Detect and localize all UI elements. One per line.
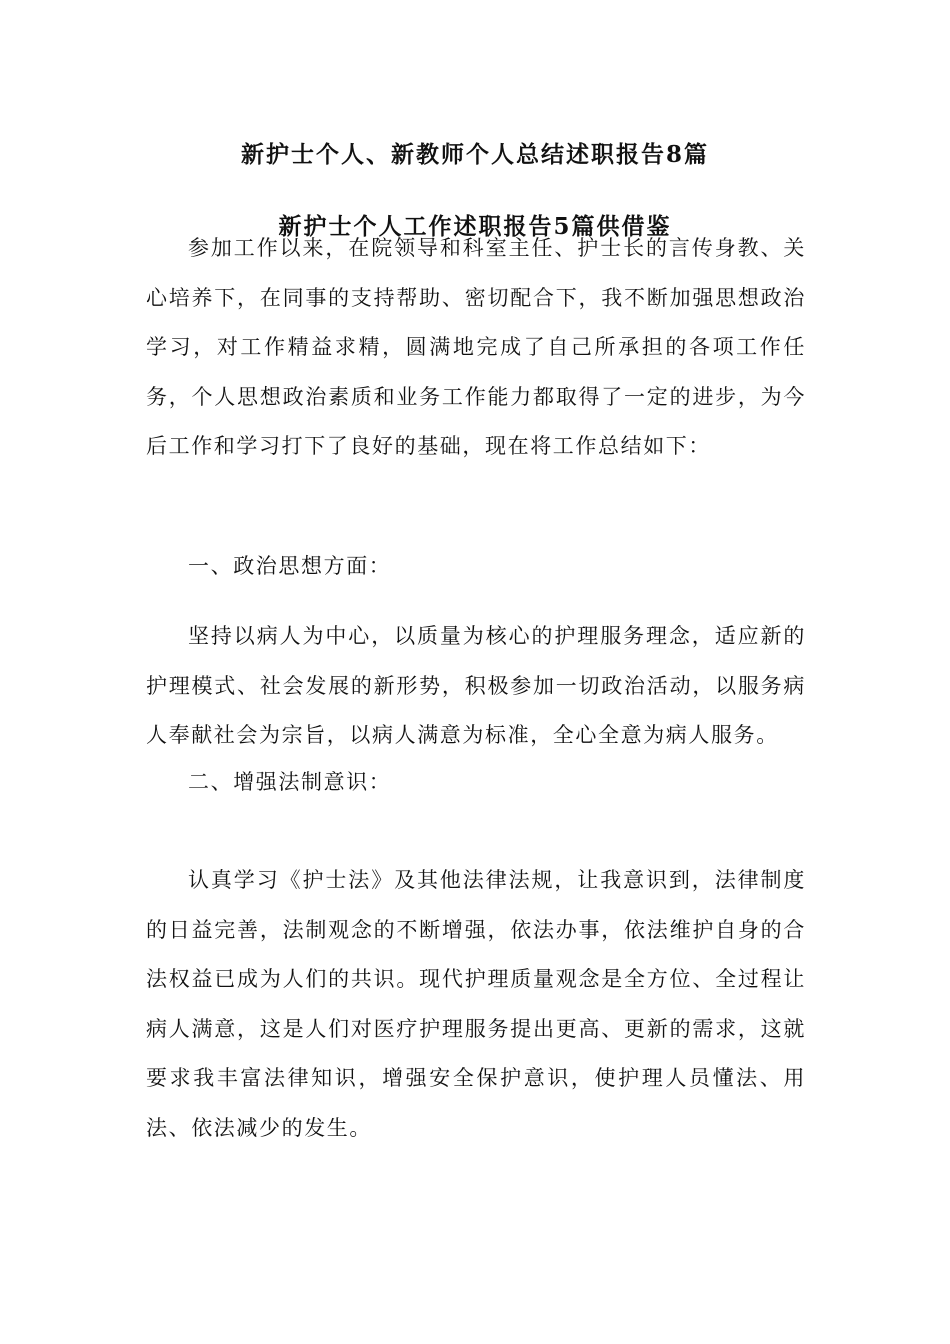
intro-paragraph: 参加工作以来，在院领导和科室主任、护士长的言传身教、关心培养下，在同事的支持帮助、密切配合下，我不断加强思想政治学习，对工作精益求精，圆满地完成了自己所承担的各项工作任务，个人思想政治素质和业务工作能力都取得了一定的进步，为今后工作和学习打下了良好的基础，现在将工作总结如下： [146, 236, 806, 458]
document-subtitle: 新护士个人工作述职报告5篇供借鉴 [278, 213, 672, 240]
political-paragraph: 坚持以病人为中心，以质量为核心的护理服务理念，适应新的护理模式、社会发展的新形势，积极参加一切政治活动，以服务病人奉献社会为宗旨，以病人满意为标准，全心全意为病人服务。 [146, 624, 806, 747]
section-heading-legal: 二、增强法制意识： [188, 770, 392, 794]
legal-paragraph: 认真学习《护士法》及其他法律法规，让我意识到，法律制度的日益完善，法制观念的不断增强，依法办事，依法维护自身的合法权益已成为人们的共识。现代护理质量观念是全方位、全过程让病人满意，这是人们对医疗护理服务提出更高、更新的需求，这就要求我丰富法律知识，增强安全保护意识，使护理人员懂法、用法、依法减少的发生。 [146, 868, 806, 1140]
document-title: 新护士个人、新教师个人总结述职报告8篇 [240, 141, 709, 168]
section-heading-political: 一、政治思想方面： [188, 554, 392, 578]
